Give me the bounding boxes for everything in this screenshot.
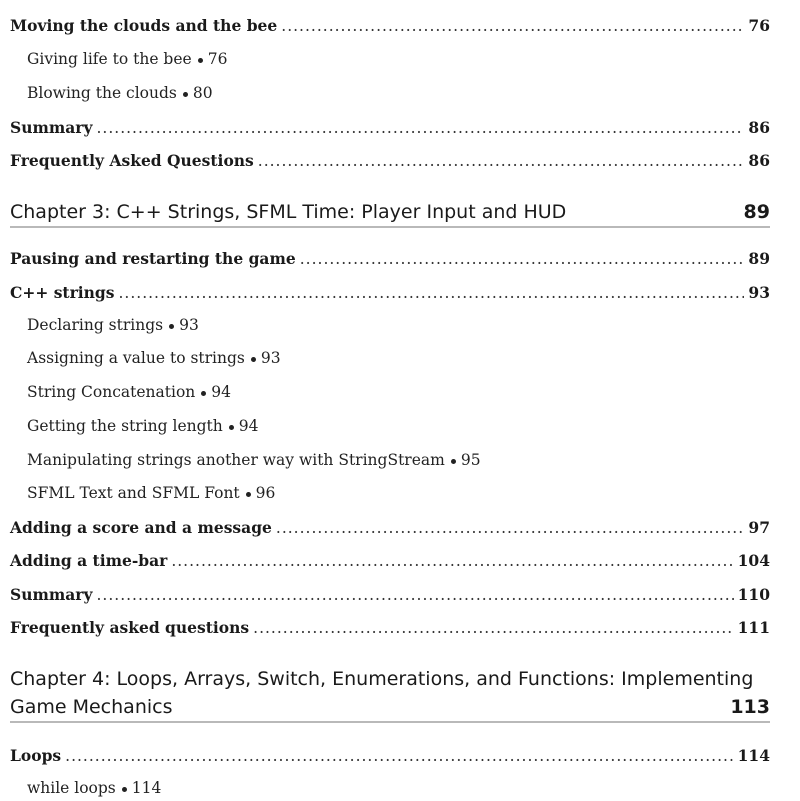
toc-entry-title: Pausing and restarting the game [10, 249, 296, 268]
chapter-page: 113 [730, 696, 770, 718]
toc-sub-title: Declaring strings [27, 316, 164, 334]
toc-sub-giving-life-bee[interactable] [27, 50, 227, 72]
toc-sub-declaring-strings[interactable] [27, 316, 199, 338]
toc-entry-page: 93 [748, 283, 770, 302]
bullet-icon [246, 492, 251, 497]
toc-sub-page: 80 [192, 84, 213, 102]
toc-sub-title: Assigning a value to strings [27, 349, 245, 367]
toc-entry-title: Summary [10, 585, 93, 604]
dot-leader [65, 747, 734, 765]
toc-entry-title: Adding a time-bar [10, 551, 168, 570]
toc-entry-time-bar[interactable] [10, 551, 770, 573]
toc-sub-title: Giving life to the bee [27, 50, 192, 68]
toc-sub-title: while loops [27, 779, 116, 797]
toc-sub-string-concatenation[interactable] [27, 383, 231, 405]
toc-entry-title: Frequently Asked Questions [10, 151, 254, 170]
toc-sub-title: SFML Text and SFML Font [27, 484, 240, 502]
toc-sub-page: 93 [260, 349, 281, 367]
chapter-title-line1: Chapter 4: Loops, Arrays, Switch, Enumerations, and Functions: Implementing [10, 668, 754, 690]
dot-leader [118, 284, 744, 302]
toc-entry-faq-ch3[interactable] [10, 618, 770, 640]
toc-entry-title: Frequently asked questions [10, 618, 250, 637]
chapter-4-heading[interactable] [10, 665, 770, 723]
dot-leader [258, 152, 745, 170]
toc-sub-page: 94 [211, 383, 232, 401]
toc-sub-title: Manipulating strings another way with StringStream [27, 451, 445, 469]
toc-entry-moving-clouds-bee[interactable] [10, 16, 770, 38]
dot-leader [171, 552, 733, 570]
chapter-page: 89 [743, 201, 770, 223]
toc-entry-faq[interactable] [10, 151, 770, 173]
toc-sub-title: Blowing the clouds [27, 84, 177, 102]
bullet-icon [169, 324, 174, 329]
toc-sub-string-length[interactable] [27, 417, 258, 439]
toc-sub-while-loops[interactable] [27, 779, 161, 801]
toc-entry-loops[interactable] [10, 746, 770, 768]
toc-entry-pausing-restarting[interactable] [10, 249, 770, 271]
toc-sub-page: 94 [238, 417, 259, 435]
toc-entry-page: 76 [748, 16, 770, 35]
toc-sub-page: 96 [255, 484, 276, 502]
dot-leader [276, 519, 745, 537]
toc-entry-page: 111 [737, 618, 770, 637]
bullet-icon [198, 58, 203, 63]
bullet-icon [183, 92, 188, 97]
toc-entry-page: 89 [748, 249, 770, 268]
toc-sub-page: 93 [179, 316, 199, 334]
toc-sub-page: 95 [460, 451, 481, 469]
bullet-icon [251, 357, 256, 362]
toc-entry-score-message[interactable] [10, 518, 770, 540]
toc-sub-title: String Concatenation [27, 383, 196, 401]
dot-leader [253, 619, 734, 637]
bullet-icon [122, 787, 127, 792]
toc-entry-summary[interactable] [10, 118, 770, 140]
toc-sub-blowing-clouds[interactable] [27, 84, 213, 106]
toc-entry-page: 114 [737, 746, 770, 765]
toc-entry-title: Adding a score and a message [10, 518, 272, 537]
bullet-icon [201, 391, 206, 396]
toc-entry-page: 97 [748, 518, 770, 537]
dot-leader [96, 119, 744, 137]
toc-entry-page: 104 [737, 551, 770, 570]
toc-entry-page: 86 [748, 118, 770, 137]
bullet-icon [229, 425, 234, 430]
toc-sub-sfml-text-font[interactable] [27, 484, 275, 506]
toc-sub-title: Getting the string length [27, 417, 223, 435]
dot-leader [300, 250, 745, 268]
toc-sub-assigning-value[interactable] [27, 349, 281, 371]
toc-sub-page: 114 [131, 779, 162, 797]
chapter-title: Chapter 3: C++ Strings, SFML Time: Player Input and HUD [10, 201, 567, 223]
chapter-title-line2: Game Mechanics [10, 696, 173, 718]
chapter-3-heading[interactable] [10, 198, 770, 228]
toc-entry-page: 110 [737, 585, 770, 604]
toc-entry-page: 86 [748, 151, 770, 170]
toc-entry-summary-ch3[interactable] [10, 585, 770, 607]
toc-sub-stringstream[interactable] [27, 451, 481, 473]
toc-entry-title: Summary [10, 118, 93, 137]
toc-entry-title: C++ strings [10, 283, 115, 302]
dot-leader [96, 586, 733, 604]
toc-entry-title: Loops [10, 746, 62, 765]
toc-entry-cpp-strings[interactable] [10, 283, 770, 305]
bullet-icon [451, 459, 456, 464]
toc-entry-title: Moving the clouds and the bee [10, 16, 278, 35]
dot-leader [281, 17, 744, 35]
toc-sub-page: 76 [207, 50, 228, 68]
